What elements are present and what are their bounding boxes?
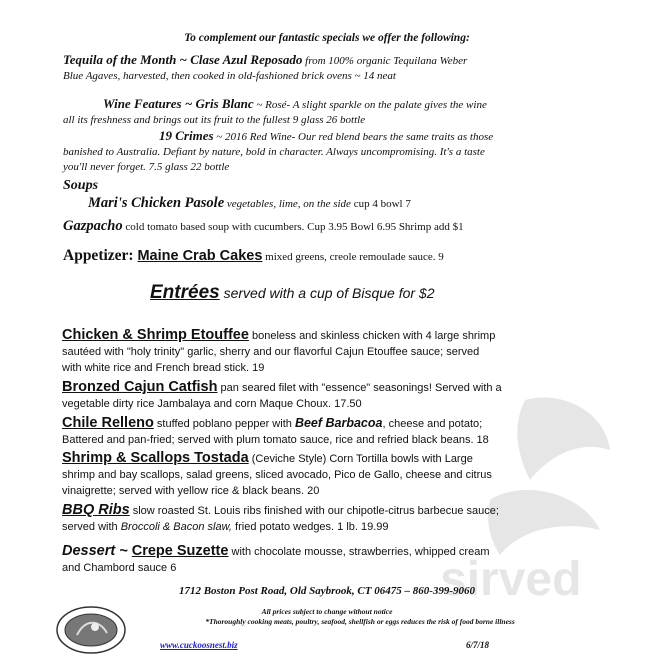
gazpacho-title: Gazpacho [63, 218, 123, 234]
ribs-desc-1: slow roasted St. Louis ribs finished with our chipotle-citrus barbecue sauce; [129, 505, 499, 517]
etouffee-desc-1: boneless and skinless chicken with 4 large shrimp [248, 330, 496, 342]
etouffee-desc-2: sautéed with "holy trinity" garlic, sherry and our flavorful Cajun Etouffee sauce; served [62, 346, 480, 358]
entree-chile-relleno [62, 415, 582, 448]
ribs-desc-2b: fried potato wedges. 1 lb. 19.99 [231, 521, 389, 533]
appetizer-title: Maine Crab Cakes [137, 248, 263, 264]
relleno-desc-2: Battered and pan-fried; served with plum tomato sauce, rice and refried black beans. 18 [62, 434, 489, 446]
appetizer-label: Appetizer: [63, 247, 138, 264]
food-safety-note: *Thoroughly cooking meats, poultry, seafood, shellfish or eggs reduces the risk of food borne illness [205, 617, 515, 626]
entree-etouffee [62, 327, 582, 376]
dessert-label: Dessert ~ [62, 543, 132, 559]
wine-desc-1: ~ Rosé- A slight sparkle on the palate gives the wine [253, 99, 487, 111]
wine-desc-4: banished to Australia. Defiant by nature, bold in character. Always uncompromising. It's a taste [63, 146, 485, 158]
soup-gazpacho [63, 218, 623, 235]
wine-desc-3: ~ 2016 Red Wine- Our red blend bears the same traits as those [213, 131, 494, 143]
soups-heading: Soups [63, 178, 99, 193]
ribs-title: BBQ Ribs [62, 502, 130, 518]
pasole-title: Mari's Chicken Pasole [88, 195, 225, 211]
relleno-desc-1: stuffed poblano pepper with [153, 418, 295, 430]
tequila-desc-1: from 100% organic Tequilana Weber [302, 55, 468, 67]
wine-desc-2: all its freshness and brings out its fruit to the fullest 9 glass 26 bottle [63, 114, 366, 126]
relleno-beef: Beef Barbacoa [294, 416, 383, 430]
wine-title-2: 19 Crimes [159, 128, 214, 143]
tequila-feature [63, 52, 603, 84]
menu-date: 6/7/18 [466, 640, 490, 650]
dessert-desc-2: and Chambord sauce 6 [62, 562, 177, 574]
etouffee-desc-3: with white rice and French bread stick. 19 [62, 362, 265, 374]
dessert-title: Crepe Suzette [131, 543, 229, 559]
intro-line: To complement our fantastic specials we offer the following: [184, 32, 470, 44]
wine-desc-5: you'll never forget. 7.5 glass 22 bottle [63, 161, 230, 173]
relleno-title: Chile Relleno [62, 415, 154, 431]
tostada-title: Shrimp & Scallops Tostada [62, 450, 249, 466]
pasole-desc: vegetables, lime, on the side [224, 198, 351, 210]
tostada-desc-2: shrimp and bay scallops, salad greens, sliced avocado, Pico de Gallo, cheese and citrus [62, 469, 492, 481]
pasole-price: cup 4 bowl 7 [350, 198, 411, 210]
entree-tostada [62, 450, 582, 499]
relleno-desc-1b: , cheese and potato; [382, 418, 483, 430]
wine-feature [63, 96, 623, 175]
wine-title: Wine Features ~ Gris Blanc [103, 96, 254, 111]
entrees-subtitle: served with a cup of Bisque for $2 [219, 285, 435, 301]
catfish-desc-2: vegetable dirty rice Jambalaya and corn Maque Choux. 17.50 [62, 398, 362, 410]
tostada-desc-3: vinaigrette; served with yellow rice & black beans. 20 [62, 485, 320, 497]
dessert-desc-1: with chocolate mousse, strawberries, whipped cream [228, 546, 490, 558]
tostada-desc-1: (Ceviche Style) Corn Tortilla bowls with Large [248, 453, 473, 465]
catfish-desc-1: pan seared filet with "essence" seasonings! Served with a [217, 382, 502, 394]
appetizer-line [63, 247, 623, 265]
appetizer-desc: mixed greens, creole remoulade sauce. 9 [262, 251, 444, 263]
website-link[interactable]: www.cuckoosnest.biz [160, 640, 238, 650]
svg-text:sirved: sirved [440, 553, 582, 606]
ribs-slaw: Broccoli & Bacon slaw, [120, 521, 232, 533]
footer-address: 1712 Boston Post Road, Old Saybrook, CT 06475 – 860-399-9060 [178, 585, 476, 597]
tequila-desc-2: Blue Agaves, harvested, then cooked in old-fashioned brick ovens ~ 14 neat [63, 70, 396, 82]
entree-catfish [62, 379, 582, 412]
dessert-line [62, 543, 582, 576]
etouffee-title: Chicken & Shrimp Etouffee [62, 327, 249, 343]
soup-pasole [88, 195, 608, 212]
entrees-title: Entrées [150, 282, 220, 303]
ribs-desc-2a: served with [62, 521, 121, 533]
entrees-heading [150, 282, 610, 304]
tequila-title: Tequila of the Month ~ Clase Azul Reposado [63, 52, 303, 67]
price-note: All prices subject to change without notice [261, 607, 393, 616]
catfish-title: Bronzed Cajun Catfish [62, 379, 218, 395]
gazpacho-desc: cold tomato based soup with cucumbers. Cup 3.95 Bowl 6.95 Shrimp add $1 [122, 221, 464, 233]
entree-bbq-ribs [62, 502, 582, 535]
